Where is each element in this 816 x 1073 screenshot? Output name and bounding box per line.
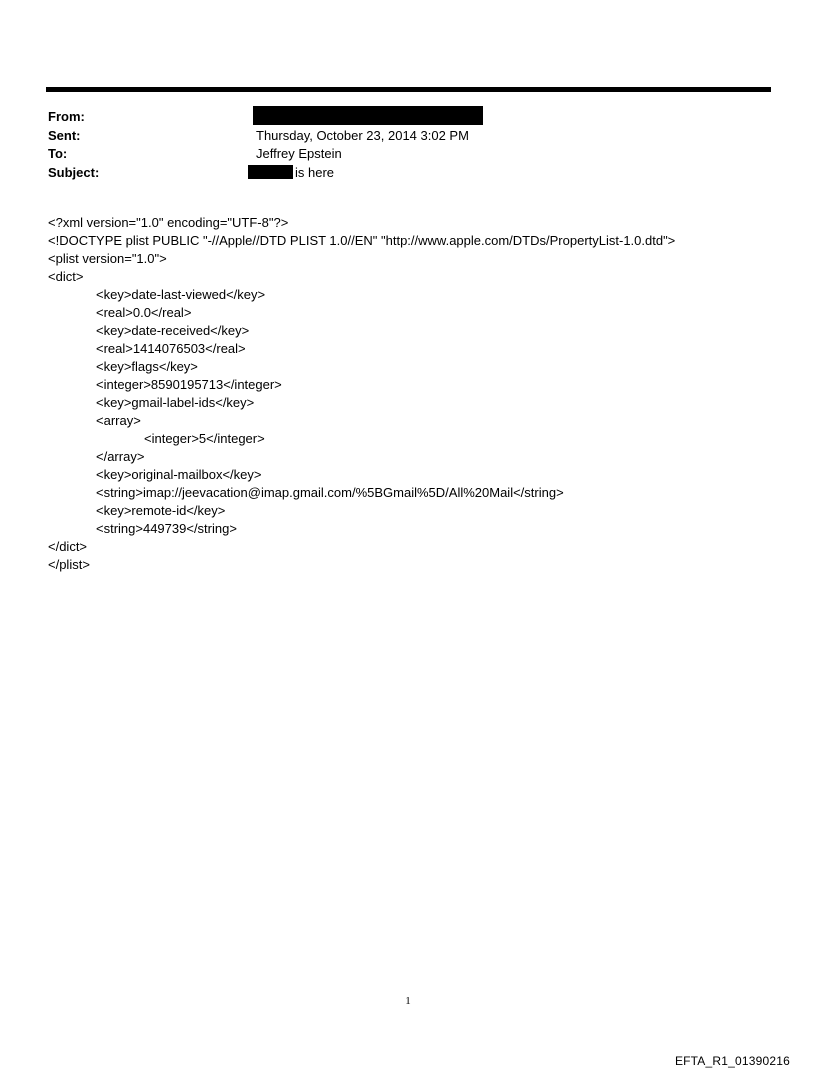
body-line: <dict>	[48, 269, 84, 284]
subject-value-wrapper	[256, 164, 334, 183]
sent-label: Sent:	[48, 127, 81, 143]
body-line: <real>1414076503</real>	[96, 341, 246, 356]
sent-value: Thursday, October 23, 2014 3:02 PM	[256, 127, 469, 143]
body-line: <plist version="1.0">	[48, 251, 167, 266]
body-line: <key>remote-id</key>	[96, 503, 226, 518]
subject-row	[48, 164, 748, 183]
body-line: </dict>	[48, 539, 88, 554]
from-label: From:	[48, 109, 85, 124]
from-row	[48, 108, 748, 127]
redaction-block	[248, 165, 293, 179]
body-line: <key>date-last-viewed</key>	[96, 287, 266, 302]
body-line: </array>	[96, 449, 145, 464]
email-body	[48, 214, 675, 574]
to-row	[48, 145, 748, 164]
header-divider	[46, 87, 771, 92]
body-line: <?xml version="1.0" encoding="UTF-8"?>	[48, 215, 289, 230]
redaction-block	[253, 106, 483, 125]
body-line: <string>imap://jeevacation@imap.gmail.com/%5BGmail%5D/All%20Mail</string>	[96, 485, 564, 500]
body-line: <string>449739</string>	[96, 521, 237, 536]
to-value: Jeffrey Epstein	[256, 146, 342, 161]
to-label: To:	[48, 146, 68, 161]
body-line: <!DOCTYPE plist PUBLIC "-//Apple//DTD PLIST 1.0//EN" "http://www.apple.com/DTDs/PropertyList-1.0.dtd">	[48, 233, 676, 248]
body-line: <key>flags</key>	[96, 359, 198, 374]
sent-row	[48, 127, 748, 146]
email-header	[48, 108, 748, 182]
body-line: <key>gmail-label-ids</key>	[96, 395, 255, 410]
body-line: <integer>5</integer>	[144, 431, 265, 446]
body-line: <key>original-mailbox</key>	[96, 467, 262, 482]
body-line: <array>	[96, 413, 141, 428]
body-line: </plist>	[48, 557, 90, 572]
subject-value: is here	[295, 164, 335, 180]
body-line: <integer>8590195713</integer>	[96, 377, 282, 392]
body-line: <key>date-received</key>	[96, 323, 250, 338]
subject-label: Subject:	[48, 164, 100, 180]
body-line: <real>0.0</real>	[96, 305, 192, 320]
page-number: 1	[405, 995, 411, 1007]
bates-number: EFTA_R1_01390216	[674, 1054, 790, 1068]
